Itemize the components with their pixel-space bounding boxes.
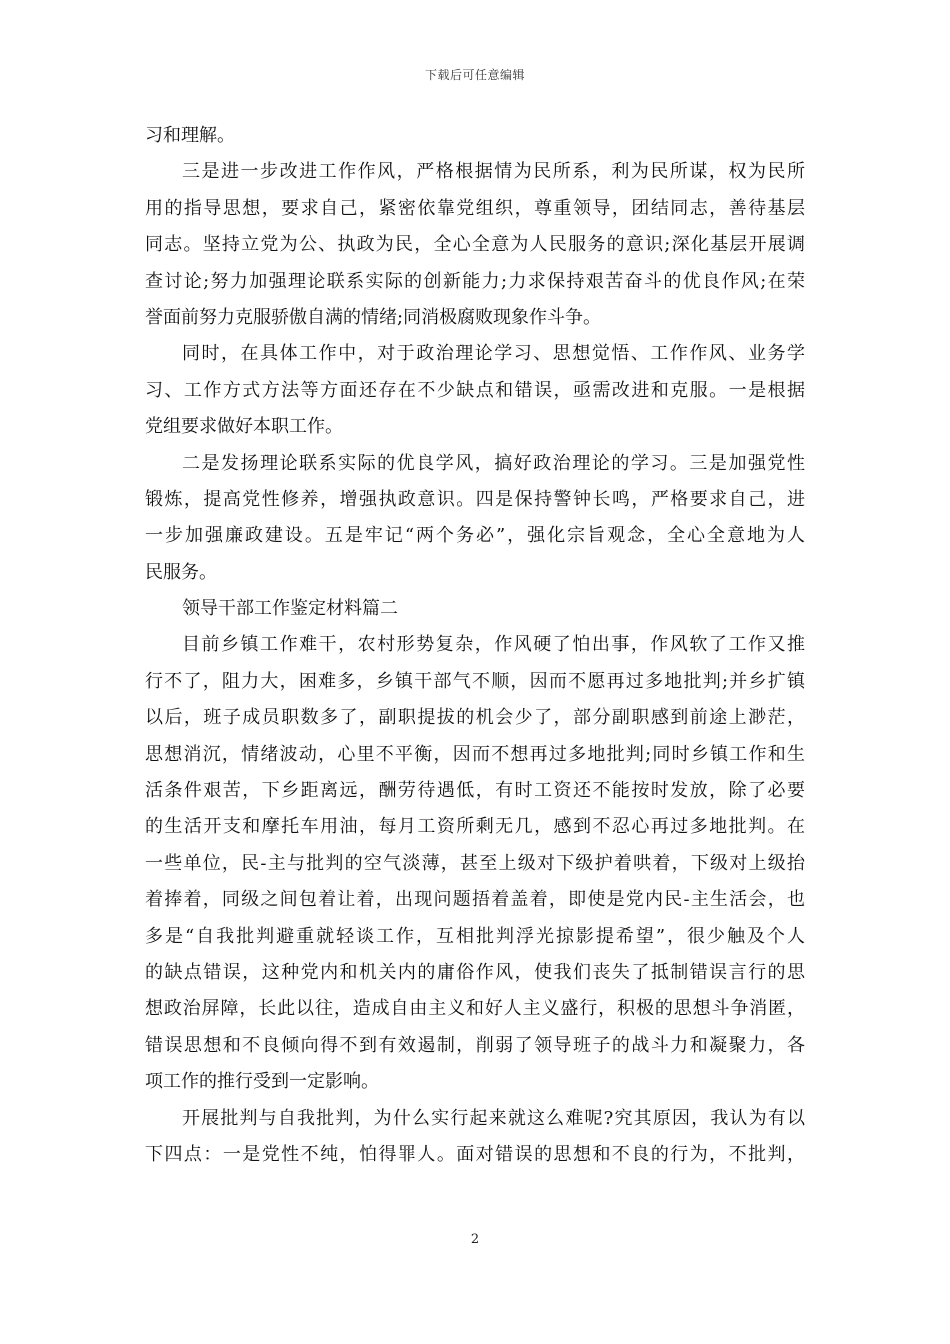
- text-line: 活条件艰苦，下乡距离远，酬劳待遇低，有时工资还不能按时发放，除了必要: [145, 780, 805, 802]
- text-line: 习和理解。: [145, 125, 235, 146]
- text-line: 党组要求做好本职工作。: [145, 416, 343, 438]
- text-line: 项工作的推行受到一定影响。: [145, 1071, 379, 1093]
- text-line: 领导干部工作鉴定材料篇二: [182, 598, 398, 620]
- text-line: 三是进一步改进工作作风，严格根据情为民所系，利为民所谋，权为民所: [182, 161, 805, 183]
- text-line: 的缺点错误，这种党内和机关内的庸俗作风，使我们丧失了抵制错误言行的思: [145, 961, 805, 983]
- text-line: 目前乡镇工作难干，农村形势复杂，作风硬了怕出事，作风软了工作又推: [182, 634, 805, 656]
- text-line: 查讨论;努力加强理论联系实际的创新能力;力求保持艰苦奋斗的优良作风;在荣: [145, 270, 805, 292]
- text-line: 习、工作方式方法等方面还存在不少缺点和错误，亟需改进和克服。一是根据: [145, 379, 805, 401]
- text-line: 的生活开支和摩托车用油，每月工资所剩无几，感到不忍心再过多地批判。在: [145, 816, 805, 838]
- text-line: 多是“自我批判避重就轻谈工作，互相批判浮光掠影提希望”，很少触及个人: [145, 925, 805, 947]
- text-line: 二是发扬理论联系实际的优良学风，搞好政治理论的学习。三是加强党性: [182, 452, 805, 474]
- text-line: 想政治屏障，长此以往，造成自由主义和好人主义盛行，积极的思想斗争消匿，: [145, 998, 805, 1020]
- document-body: [145, 118, 805, 1173]
- text-line: 一些单位，民-主与批判的空气淡薄，甚至上级对下级护着哄着，下级对上级抬: [145, 852, 805, 874]
- text-line: 错误思想和不良倾向得不到有效遏制，削弱了领导班子的战斗力和凝聚力，各: [145, 1034, 805, 1056]
- text-line: 开展批判与自我批判，为什么实行起来就这么难呢?究其原因，我认为有以: [182, 1107, 805, 1129]
- text-line: 思想消沉，情绪波动，心里不平衡，因而不想再过多地批判;同时乡镇工作和生: [145, 743, 805, 765]
- text-line: 用的指导思想，要求自己，紧密依靠党组织，尊重领导，团结同志，善待基层: [145, 197, 805, 219]
- text-line: 誉面前努力克服骄傲自满的情绪;同消极腐败现象作斗争。: [145, 306, 602, 328]
- text-line: 同志。坚持立党为公、执政为民，全心全意为人民服务的意识;深化基层开展调: [145, 234, 805, 256]
- text-line: 同时，在具体工作中，对于政治理论学习、思想觉悟、工作作风、业务学: [182, 343, 805, 365]
- text-line: 以后，班子成员职数多了，副职提拔的机会少了，部分副职感到前途上渺茫，: [145, 707, 805, 729]
- text-line: 民服务。: [145, 561, 217, 583]
- text-line: 着捧着，同级之间包着让着，出现问题捂着盖着，即使是党内民-主生活会，也: [145, 889, 805, 911]
- page-number: 2: [470, 1232, 480, 1247]
- text-line: 锻炼，提高党性修养，增强执政意识。四是保持警钟长鸣，严格要求自己，进: [145, 488, 805, 510]
- text-line: 行不了，阻力大，困难多，乡镇干部气不顺，因而不愿再过多地批判;并乡扩镇: [145, 670, 805, 692]
- text-line: 一步加强廉政建设。五是牢记“两个务必”，强化宗旨观念，全心全意地为人: [145, 525, 805, 547]
- text-line: 下四点：一是党性不纯，怕得罪人。面对错误的思想和不良的行为，不批判，: [145, 1143, 805, 1165]
- page-header: 下载后可任意编辑: [424, 68, 525, 82]
